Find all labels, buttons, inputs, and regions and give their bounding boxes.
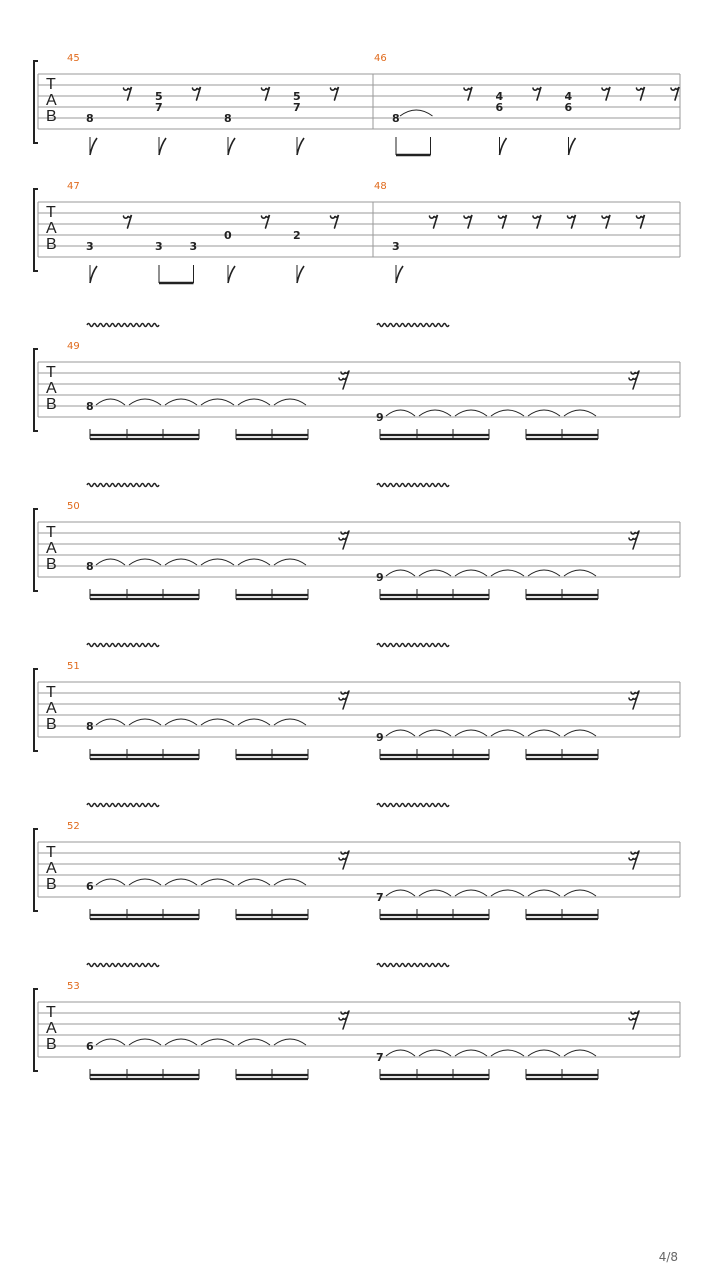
system-bracket bbox=[34, 509, 38, 591]
sixteenth-rest bbox=[629, 691, 639, 709]
tie-arc bbox=[528, 890, 560, 896]
tie-arc bbox=[274, 719, 306, 725]
tie-arc bbox=[419, 1050, 451, 1056]
system-bracket bbox=[34, 189, 38, 271]
eighth-rest bbox=[192, 87, 200, 100]
fret-number: 5 bbox=[293, 90, 301, 103]
tie-arc bbox=[455, 890, 487, 896]
fret-number: 3 bbox=[86, 240, 94, 253]
tie-arc bbox=[491, 570, 524, 576]
tie-arc bbox=[386, 730, 415, 736]
eighth-rest bbox=[262, 215, 270, 228]
tab-clef-letter: A bbox=[46, 860, 57, 877]
fret-number: 8 bbox=[392, 112, 400, 125]
eighth-rest bbox=[533, 215, 541, 228]
tie-arc bbox=[238, 719, 270, 725]
tie-arc bbox=[419, 890, 451, 896]
tab-clef-letter: B bbox=[46, 716, 57, 733]
tie-arc bbox=[201, 879, 234, 885]
tie-arc bbox=[455, 410, 487, 416]
tie-arc bbox=[386, 570, 415, 576]
eighth-rest bbox=[602, 215, 610, 228]
eighth-rest bbox=[533, 87, 541, 100]
measure-number: 48 bbox=[374, 181, 387, 192]
fret-number: 7 bbox=[376, 891, 384, 904]
fret-number: 3 bbox=[155, 240, 163, 253]
fret-number: 3 bbox=[392, 240, 400, 253]
tie-arc bbox=[96, 719, 125, 725]
eighth-rest bbox=[262, 87, 270, 100]
tab-clef-letter: T bbox=[46, 204, 56, 221]
tab-clef-letter: B bbox=[46, 876, 57, 893]
tie-arc bbox=[238, 879, 270, 885]
eighth-rest bbox=[498, 215, 506, 228]
measure-number: 52 bbox=[67, 821, 80, 832]
vibrato-mark bbox=[377, 324, 449, 327]
tab-clef-letter: A bbox=[46, 700, 57, 717]
eighth-rest bbox=[331, 215, 339, 228]
vibrato-mark bbox=[377, 644, 449, 647]
tie-arc bbox=[274, 1039, 306, 1045]
fret-number: 6 bbox=[495, 101, 504, 114]
tie-arc bbox=[528, 730, 560, 736]
vibrato-mark bbox=[377, 484, 449, 487]
tie-arc bbox=[274, 399, 306, 405]
tie-arc bbox=[129, 879, 161, 885]
sixteenth-rest bbox=[339, 371, 349, 389]
measure-number: 47 bbox=[67, 181, 80, 192]
measure-number: 50 bbox=[67, 501, 80, 512]
tie-arc bbox=[165, 399, 197, 405]
tie-arc bbox=[419, 410, 451, 416]
tie-arc bbox=[455, 570, 487, 576]
tab-clef-letter: T bbox=[46, 76, 56, 93]
sixteenth-rest bbox=[629, 851, 639, 869]
tab-clef-letter: T bbox=[46, 684, 56, 701]
note-flag bbox=[396, 266, 403, 283]
vibrato-mark bbox=[377, 964, 449, 967]
tie-arc bbox=[455, 730, 487, 736]
tie-arc bbox=[129, 559, 161, 565]
vibrato-mark bbox=[87, 804, 159, 807]
tie-arc bbox=[201, 399, 234, 405]
tab-clef-letter: B bbox=[46, 236, 57, 253]
sixteenth-rest bbox=[339, 691, 349, 709]
tie-arc bbox=[165, 1039, 197, 1045]
tab-clef-letter: A bbox=[46, 1020, 57, 1037]
measure-number: 45 bbox=[67, 53, 80, 64]
eighth-rest bbox=[331, 87, 339, 100]
tie-arc bbox=[96, 399, 125, 405]
tab-clef-letter: B bbox=[46, 108, 57, 125]
system-bracket bbox=[34, 61, 38, 143]
vibrato-mark bbox=[87, 484, 159, 487]
tie-arc bbox=[491, 730, 524, 736]
eighth-rest bbox=[671, 87, 679, 100]
tie-arc bbox=[564, 570, 596, 576]
tie-arc bbox=[201, 719, 234, 725]
vibrato-mark bbox=[87, 324, 159, 327]
note-flag bbox=[228, 266, 235, 283]
fret-number: 4 bbox=[495, 90, 504, 103]
tie-arc bbox=[528, 410, 560, 416]
page-number: 4/8 bbox=[658, 1250, 678, 1264]
tab-clef-letter: B bbox=[46, 556, 57, 573]
tie-arc bbox=[201, 559, 234, 565]
fret-number: 6 bbox=[86, 1040, 94, 1053]
sixteenth-rest bbox=[339, 1011, 349, 1029]
tab-clef-letter: B bbox=[46, 1036, 57, 1053]
measure-number: 51 bbox=[67, 661, 80, 672]
tie-arc bbox=[455, 1050, 487, 1056]
note-flag bbox=[90, 266, 97, 283]
tab-clef-letter: A bbox=[46, 380, 57, 397]
tie-arc bbox=[238, 1039, 270, 1045]
system-bracket bbox=[34, 669, 38, 751]
note-flag bbox=[500, 138, 507, 155]
tab-clef-letter: T bbox=[46, 1004, 56, 1021]
tab-clef-letter: B bbox=[46, 396, 57, 413]
tie-arc bbox=[129, 1039, 161, 1045]
tie-arc bbox=[400, 110, 433, 116]
sixteenth-rest bbox=[339, 531, 349, 549]
vibrato-mark bbox=[87, 964, 159, 967]
tab-clef-letter: A bbox=[46, 92, 57, 109]
tab-clef-letter: T bbox=[46, 524, 56, 541]
tie-arc bbox=[274, 879, 306, 885]
fret-number: 9 bbox=[376, 731, 384, 744]
fret-number: 4 bbox=[564, 90, 573, 103]
tie-arc bbox=[419, 570, 451, 576]
fret-number: 6 bbox=[564, 101, 573, 114]
tie-arc bbox=[96, 879, 125, 885]
eighth-rest bbox=[464, 87, 472, 100]
system-bracket bbox=[34, 349, 38, 431]
eighth-rest bbox=[637, 87, 645, 100]
fret-number: 9 bbox=[376, 411, 384, 424]
tie-arc bbox=[386, 890, 415, 896]
tie-arc bbox=[274, 559, 306, 565]
tie-arc bbox=[491, 890, 524, 896]
tie-arc bbox=[564, 890, 596, 896]
measure-number: 49 bbox=[67, 341, 80, 352]
tie-arc bbox=[491, 1050, 524, 1056]
fret-number: 7 bbox=[376, 1051, 384, 1064]
tab-clef-letter: A bbox=[46, 220, 57, 237]
system-bracket bbox=[34, 989, 38, 1071]
note-flag bbox=[159, 138, 166, 155]
tie-arc bbox=[165, 719, 197, 725]
fret-number: 2 bbox=[293, 229, 301, 242]
tie-arc bbox=[528, 1050, 560, 1056]
tab-clef-letter: A bbox=[46, 540, 57, 557]
tie-arc bbox=[165, 559, 197, 565]
tie-arc bbox=[201, 1039, 234, 1045]
fret-number: 3 bbox=[189, 240, 198, 253]
tie-arc bbox=[528, 570, 560, 576]
fret-number: 8 bbox=[86, 720, 94, 733]
tie-arc bbox=[129, 719, 161, 725]
note-flag bbox=[569, 138, 576, 155]
note-flag bbox=[297, 138, 304, 155]
tie-arc bbox=[419, 730, 451, 736]
tie-arc bbox=[129, 399, 161, 405]
note-flag bbox=[228, 138, 235, 155]
measure-number: 46 bbox=[374, 53, 387, 64]
tie-arc bbox=[564, 1050, 596, 1056]
tie-arc bbox=[386, 1050, 415, 1056]
fret-number: 5 bbox=[155, 90, 163, 103]
fret-number: 8 bbox=[86, 400, 94, 413]
sixteenth-rest bbox=[629, 371, 639, 389]
tie-arc bbox=[96, 559, 125, 565]
fret-number: 0 bbox=[224, 229, 232, 242]
system-bracket bbox=[34, 829, 38, 911]
sixteenth-rest bbox=[629, 531, 639, 549]
tie-arc bbox=[564, 730, 596, 736]
eighth-rest bbox=[637, 215, 645, 228]
sixteenth-rest bbox=[629, 1011, 639, 1029]
tie-arc bbox=[238, 399, 270, 405]
eighth-rest bbox=[602, 87, 610, 100]
eighth-rest bbox=[568, 215, 576, 228]
fret-number: 7 bbox=[293, 101, 301, 114]
fret-number: 9 bbox=[376, 571, 384, 584]
vibrato-mark bbox=[87, 644, 159, 647]
fret-number: 8 bbox=[86, 560, 94, 573]
note-flag bbox=[297, 266, 304, 283]
tab-clef-letter: T bbox=[46, 844, 56, 861]
sixteenth-rest bbox=[339, 851, 349, 869]
tie-arc bbox=[238, 559, 270, 565]
tie-arc bbox=[96, 1039, 125, 1045]
vibrato-mark bbox=[377, 804, 449, 807]
tie-arc bbox=[491, 410, 524, 416]
tie-arc bbox=[564, 410, 596, 416]
eighth-rest bbox=[124, 87, 132, 100]
note-flag bbox=[90, 138, 97, 155]
fret-number: 8 bbox=[224, 112, 232, 125]
tie-arc bbox=[386, 410, 415, 416]
tie-arc bbox=[165, 879, 197, 885]
eighth-rest bbox=[464, 215, 472, 228]
fret-number: 7 bbox=[155, 101, 163, 114]
fret-number: 8 bbox=[86, 112, 94, 125]
eighth-rest bbox=[430, 215, 438, 228]
eighth-rest bbox=[124, 215, 132, 228]
fret-number: 6 bbox=[86, 880, 94, 893]
measure-number: 53 bbox=[67, 981, 80, 992]
tab-clef-letter: T bbox=[46, 364, 56, 381]
